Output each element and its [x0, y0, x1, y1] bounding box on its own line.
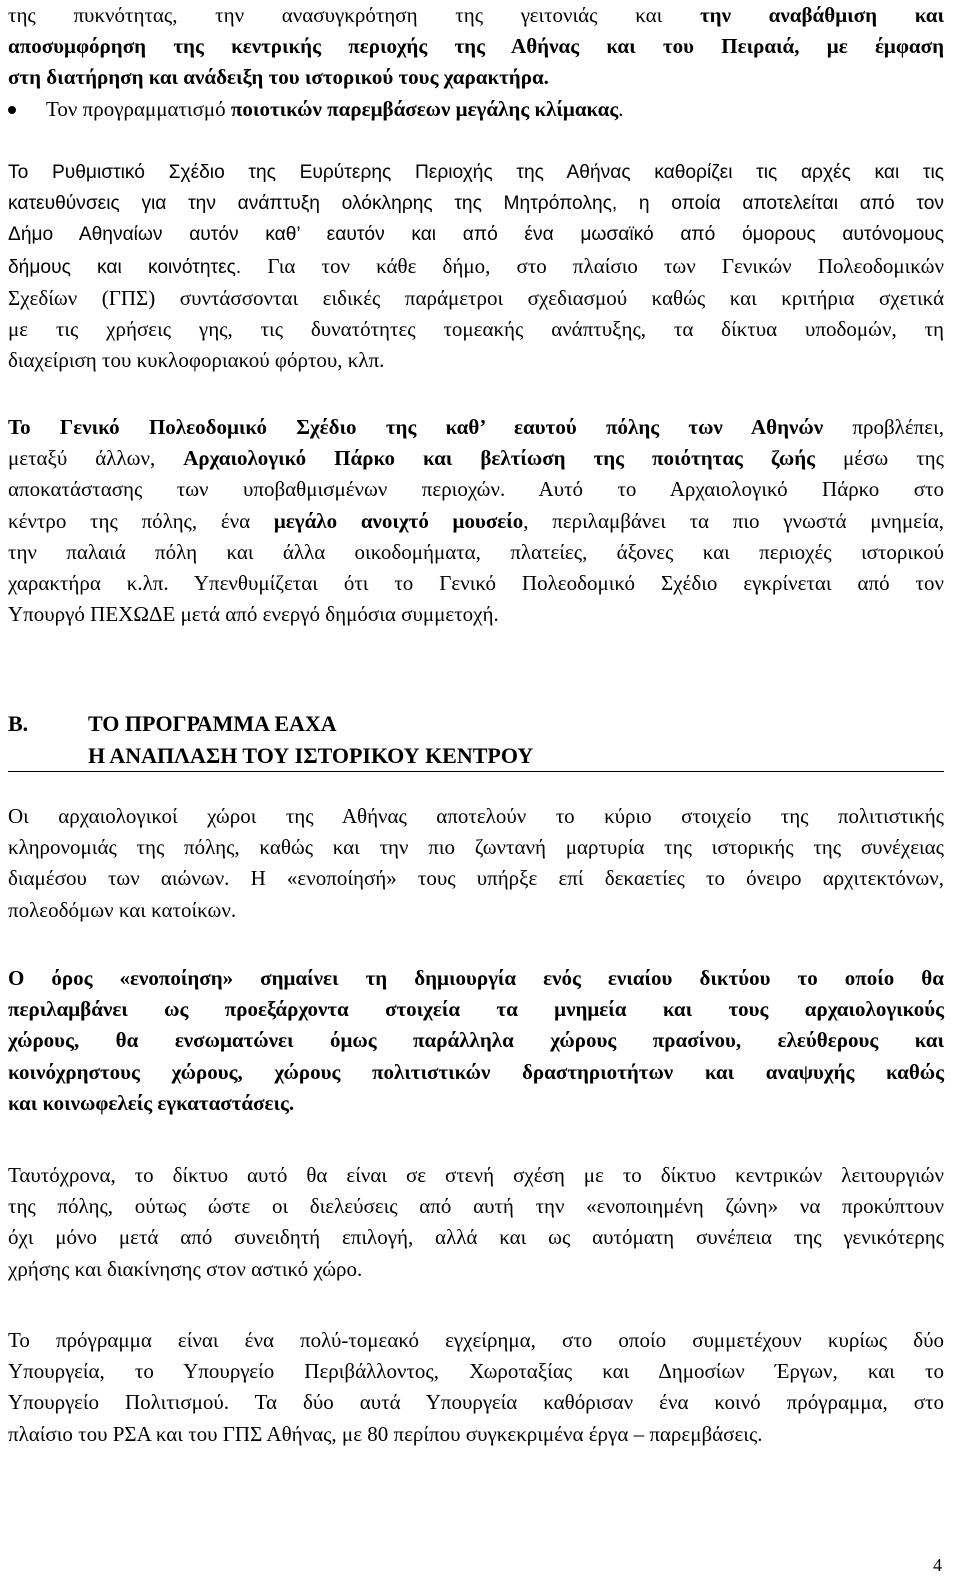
paragraph-text: κέντρο της πόλης, ένα	[8, 508, 274, 533]
paragraph-text: Οι αρχαιολογικοί χώροι της Αθήνας αποτελούν το κύριο στοιχείο της πολιτιστικής	[8, 804, 944, 828]
heading-title: ΤΟ ΠΡΟΓΡΑΜΜΑ ΕΑΧΑ	[88, 711, 337, 736]
paragraph-bold-text: περιλαμβάνει ως προεξάρχοντα στοιχεία τα μνημεία και τους αρχαιολογικούς	[8, 997, 944, 1022]
paragraph-text: αποκατάστασης των υποβαθμισμένων περιοχών. Αυτό το Αρχαιολογικό Πάρκο στο	[8, 477, 944, 502]
paragraph-archaeological-sites	[8, 801, 944, 926]
intro-bold-text: την αναβάθμιση και	[699, 3, 944, 27]
paragraph-bold-text: και κοινωφελείς εγκαταστάσεις.	[8, 1090, 295, 1115]
paragraph-text: κατευθύνσεις για την ανάπτυξη ολόκληρης της Μητρόπολης, η οποία αποτελείται από τον	[8, 193, 944, 215]
paragraph-line	[8, 1387, 944, 1418]
heading-number: Β.	[8, 711, 29, 736]
intro-line-1	[8, 0, 944, 31]
paragraph-text: χαρακτήρα κ.λπ. Υπενθυμίζεται ότι το Γενικό Πολεοδομικό Σχέδιο εγκρίνεται από τον	[8, 571, 944, 596]
intro-bold-text: στη διατήρηση και ανάδειξη του ιστορικού τους χαρακτήρα.	[8, 65, 549, 90]
heading-subtitle: Η ΑΝΑΠΛΑΣΗ ΤΟΥ ΙΣΤΟΡΙΚΟΥ ΚΕΝΤΡΟΥ	[88, 743, 534, 768]
paragraph-line	[8, 568, 944, 599]
paragraph-rsa	[8, 157, 944, 376]
intro-section	[8, 0, 944, 125]
paragraph-line	[8, 283, 944, 314]
paragraph-bold-text: Ο όρος «ενοποίηση» σημαίνει τη δημιουργία ενός ενιαίου δικτύου το οποίο θα	[8, 966, 944, 990]
paragraph-line	[8, 1088, 944, 1119]
paragraph-text: όχι μόνο μετά από συνειδητή επιλογή, αλλά και ως αυτόματη συνέπεια της γενικότερης	[8, 1225, 944, 1250]
paragraph-bold-text: μεγάλο ανοιχτό μουσείο	[273, 508, 524, 533]
paragraph-text: προβλέπει,	[823, 415, 944, 439]
paragraph-text: Για τον κάθε δήμο, στο πλαίσιο των Γενικών Πολεοδομικών	[241, 253, 944, 278]
paragraph-text: Το Ρυθμιστικό Σχέδιο της Ευρύτερης Περιοχής της Αθήνας καθορίζει τις αρχές και τις	[8, 162, 944, 183]
paragraph-line	[8, 537, 944, 568]
paragraph-text: δήμους και κοινότητες.	[8, 256, 242, 278]
paragraph-text: Υπουργεία, το Υπουργείο Περιβάλλοντος, Χωροταξίας και Δημοσίων Έργων, και το	[8, 1359, 944, 1384]
paragraph-line	[8, 832, 944, 863]
paragraph-line	[8, 157, 944, 188]
paragraph-text: διαμέσου των αιώνων. Η «ενοποίησή» τους υπήρξε επί δεκαετίες το όνειρο αρχιτεκτόνων,	[8, 866, 944, 891]
paragraph-line	[8, 1160, 944, 1191]
paragraph-line	[8, 188, 944, 219]
paragraph-text: διαχείριση του κυκλοφοριακού φόρτου, κλπ.	[8, 348, 385, 373]
heading-line-2	[8, 740, 944, 772]
bullet-icon	[8, 106, 16, 114]
paragraph-line	[8, 412, 944, 443]
paragraph-text: πολεοδόμων και κατοίκων.	[8, 897, 237, 922]
paragraph-line	[8, 1222, 944, 1253]
paragraph-text: μεταξύ άλλων,	[8, 446, 184, 471]
paragraph-line	[8, 994, 944, 1025]
paragraph-text: μέσω της	[815, 446, 944, 471]
paragraph-line	[8, 314, 944, 345]
page-number: 4	[933, 1555, 942, 1575]
paragraph-line	[8, 345, 944, 376]
paragraph-line	[8, 1025, 944, 1056]
intro-text: της πυκνότητας, την ανασυγκρότηση της γειτονιάς και	[8, 3, 700, 27]
paragraph-bold-text: Αρχαιολογικό Πάρκο και βελτίωση της ποιότητας ζωής	[183, 446, 816, 471]
paragraph-text: Ταυτόχρονα, το δίκτυο αυτό θα είναι σε στενή σχέση με το δίκτυο κεντρικών λειτουργιών	[8, 1163, 944, 1187]
paragraph-line	[8, 219, 944, 250]
paragraph-text: Υπουργό ΠΕΧΩΔΕ μετά από ενεργό δημόσια συμμετοχή.	[8, 602, 499, 627]
paragraph-text: κληρονομιάς της πόλης, καθώς και την πιο ζωντανή μαρτυρία της ιστορικής της συνέχειας	[8, 835, 944, 860]
paragraph-line	[8, 863, 944, 894]
heading-line-1	[8, 708, 944, 740]
paragraph-line	[8, 895, 944, 926]
paragraph-text: Σχεδίων (ΓΠΣ) συντάσσονται ειδικές παράμετροι σχεδιασμού καθώς και κριτήρια σχετικά	[8, 285, 944, 310]
paragraph-line	[8, 474, 944, 505]
intro-line-2	[8, 31, 944, 62]
paragraph-line	[8, 963, 944, 994]
paragraph-line	[8, 599, 944, 630]
paragraph-text: την παλαιά πόλη και άλλα οικοδομήματα, πλατείες, άξονες και περιοχές ιστορικού	[8, 539, 944, 564]
bullet-bold-text: ποιοτικών παρεμβάσεων μεγάλης κλίμακας	[230, 96, 619, 121]
intro-line-3	[8, 62, 944, 93]
paragraph-text: πλαίσιο του ΡΣΑ και του ΓΠΣ Αθήνας, με 80 περίπου συγκεκριμένα έργα – παρεμβάσεις.	[8, 1421, 763, 1446]
intro-bold-text: αποσυμφόρηση της κεντρικής περιοχής της Αθήνας και του Πειραιά, με έμφαση	[8, 34, 944, 59]
paragraph-text: Υπουργείο Πολιτισμού. Τα δύο αυτά Υπουργεία καθόρισαν ένα κοινό πρόγραμμα, στο	[8, 1390, 944, 1415]
paragraph-text: Το πρόγραμμα είναι ένα πολύ-τομεακό εγχείρημα, στο οποίο συμμετέχουν κυρίως δύο	[8, 1328, 944, 1352]
paragraph-line	[8, 1356, 944, 1387]
bullet-text-end: .	[618, 96, 624, 121]
paragraph-bold-text: Το Γενικό Πολεοδομικό Σχέδιο της καθ’ εαυτού πόλης των Αθηνών	[8, 415, 824, 439]
section-heading	[8, 708, 944, 774]
paragraph-line	[8, 1419, 944, 1450]
paragraph-text: χρήσης και διακίνησης στον αστικό χώρο.	[8, 1256, 363, 1281]
paragraph-line	[8, 1325, 944, 1356]
paragraph-gps	[8, 412, 944, 630]
paragraph-text: Δήμο Αθηναίων αυτόν καθ’ εαυτόν και από ένα μωσαϊκό από όμορους αυτόνομους	[8, 224, 944, 246]
paragraph-bold-text: κοινόχρηστους χώρους, χώρους πολιτιστικών δραστηριοτήτων και αναψυχής καθώς	[8, 1059, 944, 1084]
bullet-item	[8, 94, 944, 125]
paragraph-central-network	[8, 1160, 944, 1285]
paragraph-line	[8, 443, 944, 474]
paragraph-program	[8, 1325, 944, 1450]
paragraph-unification-definition	[8, 963, 944, 1119]
paragraph-line	[8, 1057, 944, 1088]
paragraph-text: με τις χρήσεις γης, τις δυνατότητες τομεακής ανάπτυξης, τα δίκτυα υποδομών, τη	[8, 317, 944, 342]
paragraph-line	[8, 1191, 944, 1222]
bullet-text: Τον προγραμματισμό	[46, 96, 231, 121]
paragraph-text: της πόλης, ούτως ώστε οι διελεύσεις από αυτή την «ενοποιημένη ζώνη» να προκύπτουν	[8, 1194, 944, 1219]
paragraph-line	[8, 251, 944, 283]
heading-divider	[8, 771, 944, 772]
paragraph-text: , περιλαμβάνει τα πιο γνωστά μνημεία,	[523, 508, 944, 533]
paragraph-bold-text: χώρους, θα ενσωματώνει όμως παράλληλα χώρους πρασίνου, ελεύθερους και	[8, 1028, 944, 1053]
paragraph-line	[8, 506, 944, 537]
paragraph-line	[8, 801, 944, 832]
paragraph-line	[8, 1254, 944, 1285]
